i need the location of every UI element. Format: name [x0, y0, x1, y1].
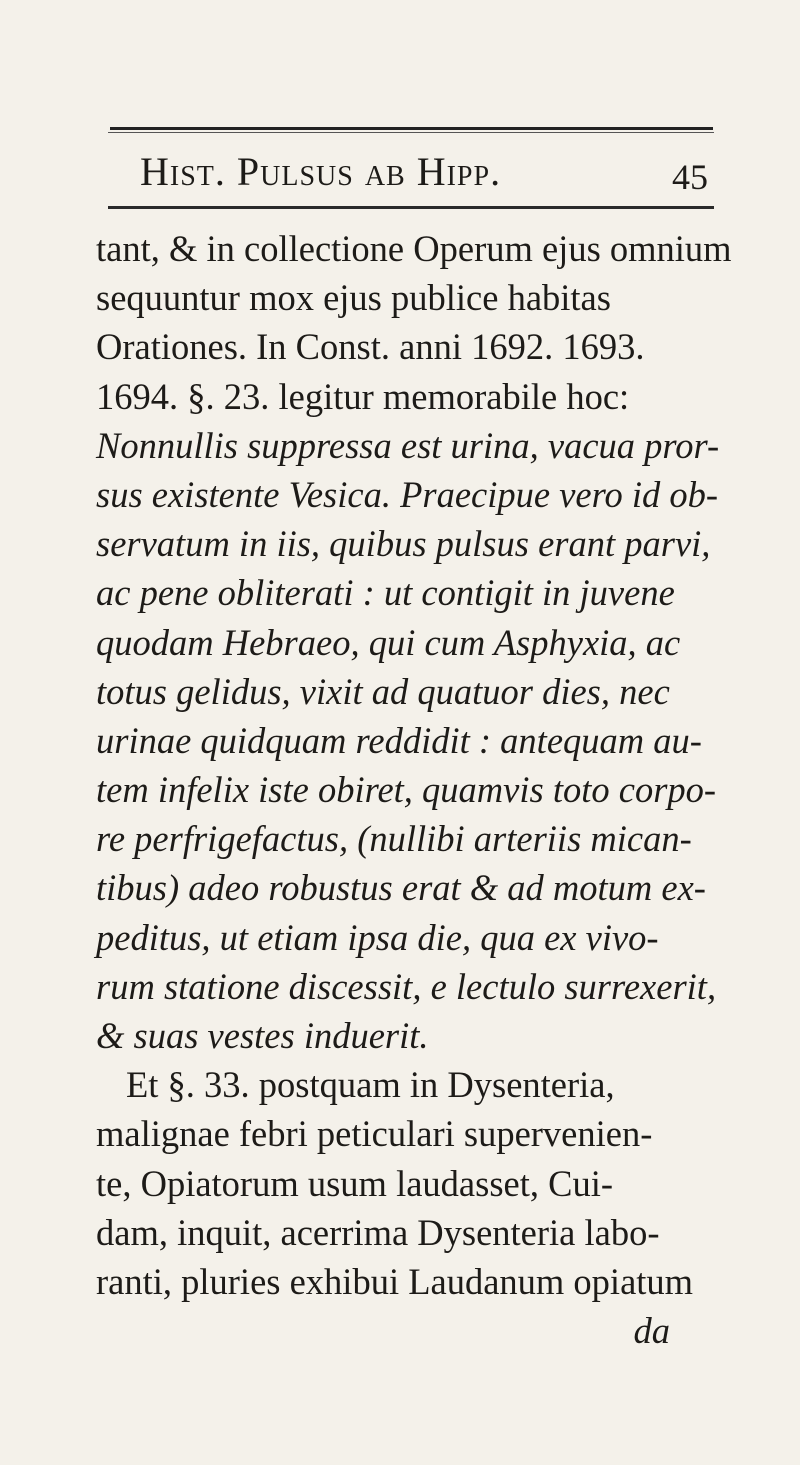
text-line: servatum in iis, quibus pulsus erant parvi,	[96, 523, 711, 565]
text-line: ranti, pluries exhibui Laudanum opiatum	[96, 1260, 694, 1302]
text-line: Et §. 33. postquam in Dysenteria,	[126, 1064, 615, 1106]
text-line: peditus, ut etiam ipsa die, qua ex vivo-	[96, 916, 659, 958]
page-header	[140, 148, 720, 200]
text-line: tem infelix iste obiret, quamvis toto corpo-	[96, 769, 717, 811]
catchword: da	[633, 1310, 670, 1352]
text-line: re perfrigefactus, (nullibi arteriis mican-	[96, 818, 692, 860]
text-line: 1694. §. 23. legitur memorabile hoc:	[96, 375, 630, 417]
text-line: dam, inquit, acerrima Dysenteria labo-	[96, 1211, 660, 1253]
header-rule	[108, 206, 714, 209]
text-line: ac pene obliterati : ut contigit in juvene	[96, 572, 675, 614]
text-line: te, Opiatorum usum laudasset, Cui-	[96, 1162, 614, 1204]
text-line: Nonnullis suppressa est urina, vacua pror-	[96, 424, 720, 466]
page-number: 45	[672, 157, 708, 197]
text-line: Orationes. In Const. anni 1692. 1693.	[96, 326, 645, 368]
body-text	[96, 224, 736, 1355]
top-rule	[110, 127, 713, 130]
text-line: malignae febri peticulari supervenien-	[96, 1113, 653, 1155]
text-line: tibus) adeo robustus erat & ad motum ex-	[96, 867, 706, 909]
text-line: tant, & in collectione Operum ejus omnium	[96, 228, 732, 269]
text-line: & suas vestes induerit.	[96, 1015, 429, 1056]
text-line: totus gelidus, vixit ad quatuor dies, nec	[96, 670, 670, 712]
text-line: quodam Hebraeo, qui cum Asphyxia, ac	[96, 621, 681, 663]
text-line: sequuntur mox ejus publice habitas	[96, 277, 611, 319]
text-line: urinae quidquam reddidit : antequam au-	[96, 719, 702, 761]
running-head: Hist. Pulsus ab Hipp.	[140, 149, 502, 194]
text-line: sus existente Vesica. Praecipue vero id ob-	[96, 473, 718, 515]
text-line: rum statione discessit, e lectulo surrexerit,	[96, 965, 717, 1007]
top-rule-thin	[108, 132, 714, 133]
